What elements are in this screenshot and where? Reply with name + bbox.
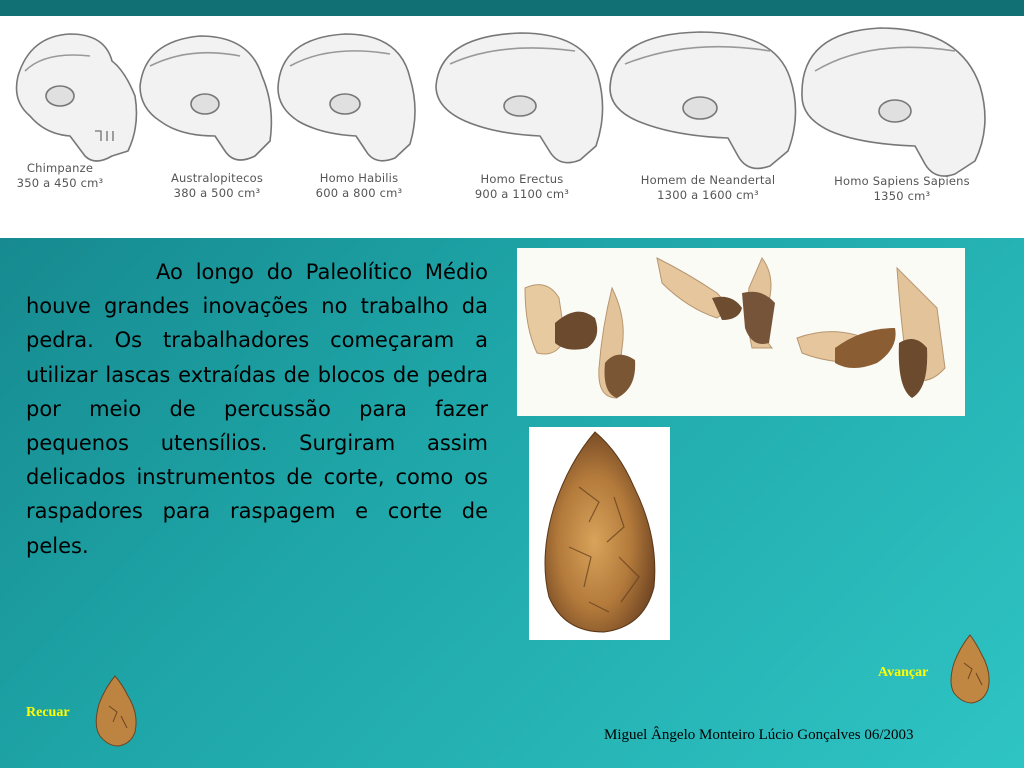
author-footer: Miguel Ângelo Monteiro Lúcio Gonçalves 06/2003 [604,727,914,743]
homo-erectus-skull [436,33,603,163]
hand-axe-back-icon[interactable] [93,674,139,752]
neanderthal-skull [610,32,796,168]
top-bar [0,0,1024,16]
chimpanzee-skull [17,34,137,161]
brain-volume: 350 a 450 cm³ [16,176,104,190]
hand-axe-next-icon[interactable] [948,633,992,709]
species-name: Homo Erectus [480,172,564,186]
skull-caption-homo-habilis [284,171,434,201]
forward-button[interactable]: Avançar [878,665,929,680]
australopithecus-skull [140,36,271,160]
homo-habilis-skull [278,34,415,161]
stone-knapping-hands-image [517,248,965,416]
species-name: Chimpanze [26,161,94,175]
back-button[interactable]: Recuar [26,705,70,720]
brain-volume: 380 a 500 cm³ [173,186,261,200]
skull-caption-homo-sapiens [827,174,977,204]
paleolithic-description: Ao longo do Paleolítico Médio houve grandes inovações no trabalho da pedra. Os trabalhadores começaram a utilizar lascas extraídas de blocos de pedra por meio de percussão para fazer pequenos utensílios. Surgiram assim delicados instrumentos de corte, como os raspadores para raspagem e corte de peles. [26,260,488,558]
species-name: Homem de Neandertal [640,173,776,187]
skull-evolution-image [0,16,1024,238]
species-name: Homo Sapiens Sapiens [834,174,970,188]
skull-caption-australopitecos [142,171,292,201]
skull-illustrations [0,16,1024,238]
brain-volume: 600 a 800 cm³ [315,186,403,200]
brain-volume: 1350 cm³ [873,189,931,203]
homo-sapiens-skull [802,28,985,176]
species-name: Homo Habilis [319,171,399,185]
skull-caption-chimpanze [0,161,135,191]
skull-caption-homo-erectus [447,172,597,202]
skull-caption-neandertal [633,173,783,203]
brain-volume: 1300 a 1600 cm³ [657,188,759,202]
hand-axe-image [529,427,670,640]
brain-volume: 900 a 1100 cm³ [474,187,570,201]
species-name: Australopitecos [170,171,264,185]
